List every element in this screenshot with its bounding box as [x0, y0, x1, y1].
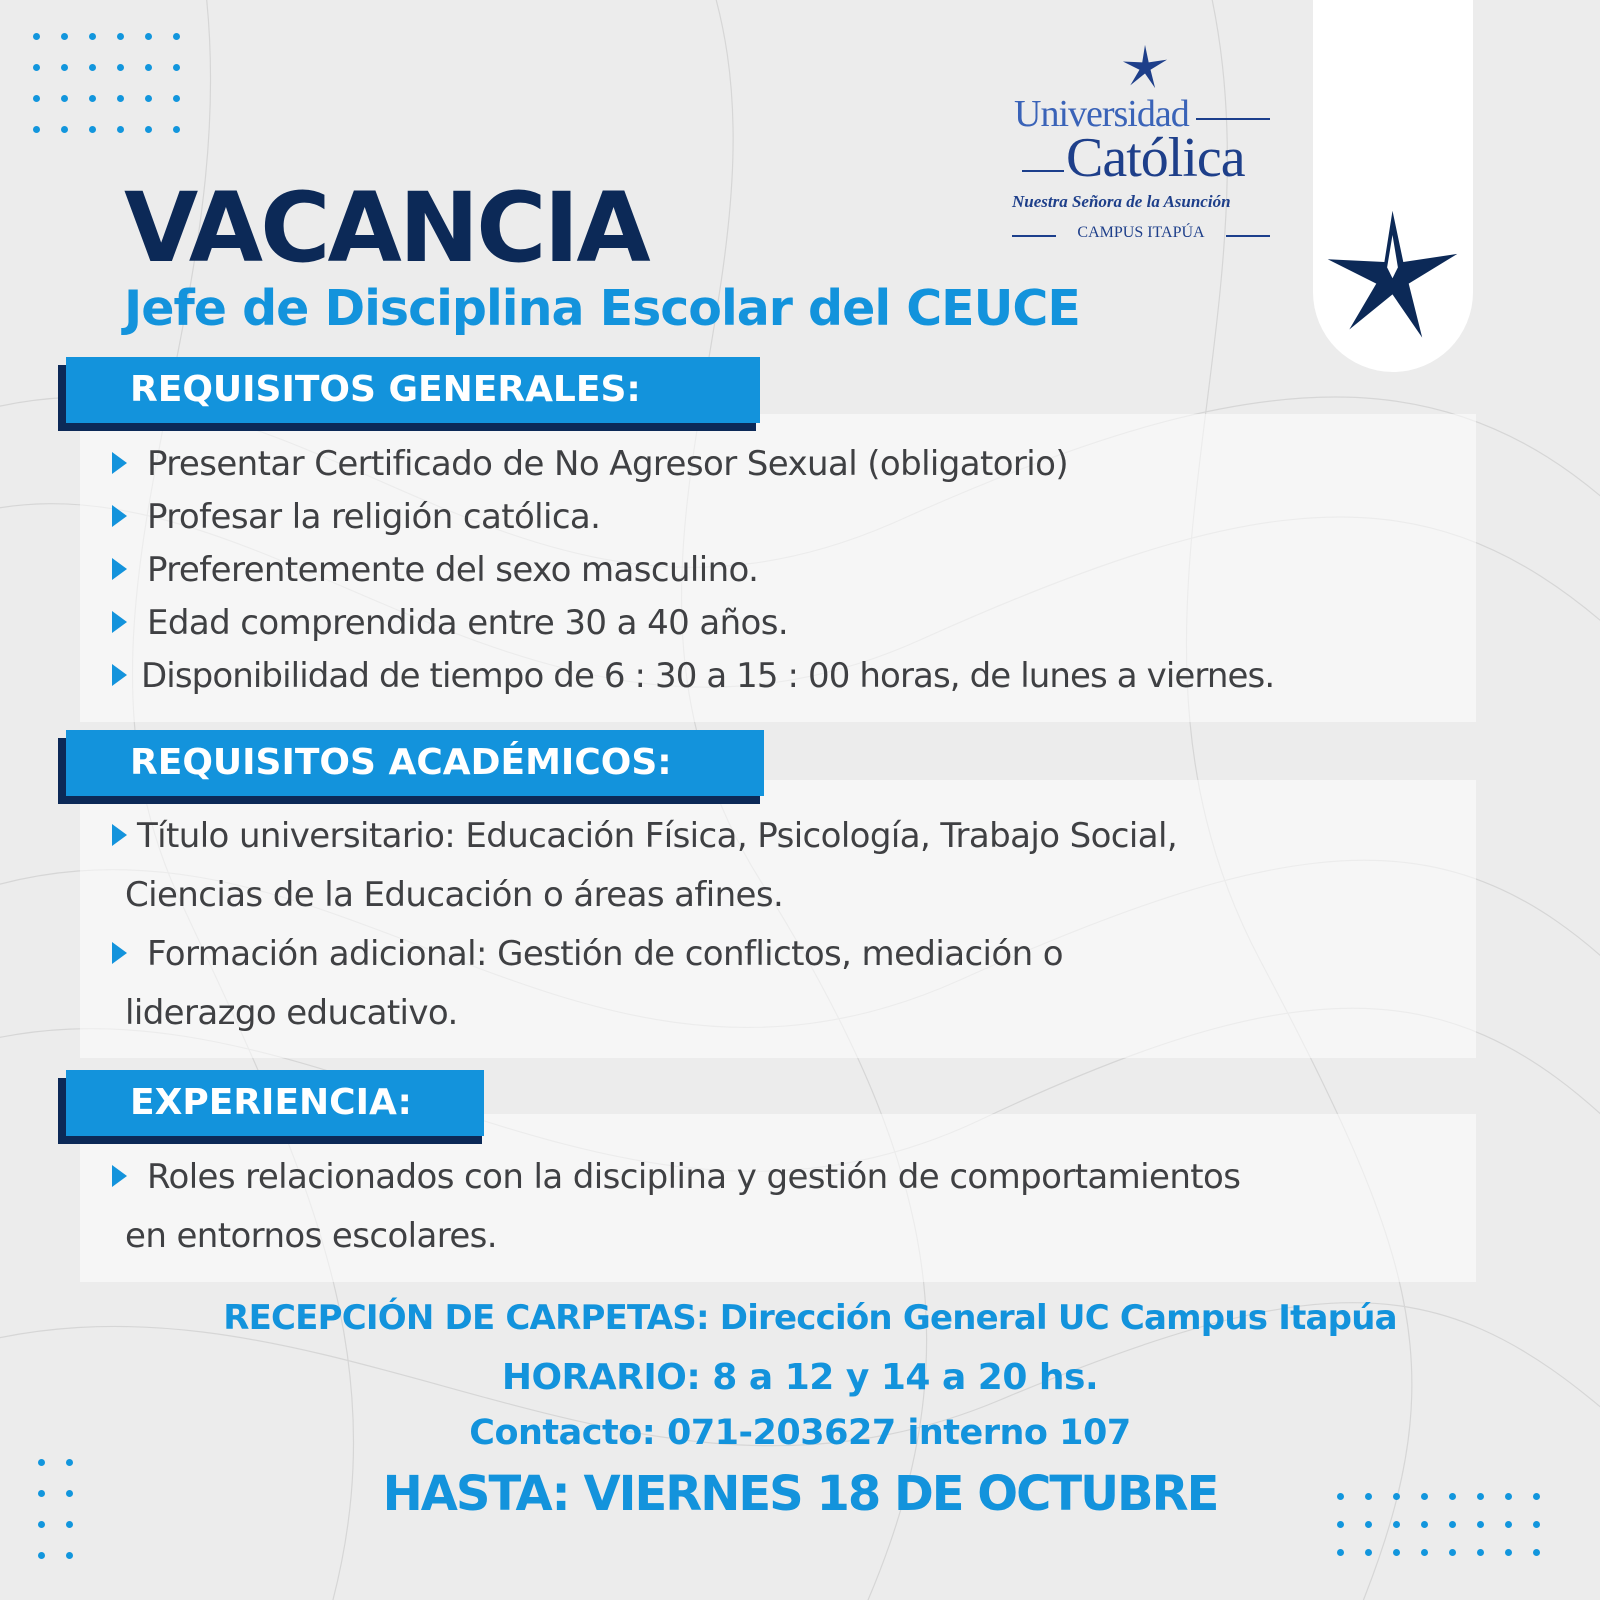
- star-icon: [1325, 208, 1460, 343]
- chevron-right-icon: [112, 942, 127, 964]
- list-item: Título universitario: Educación Física, Psicología, Trabajo Social,: [112, 816, 1177, 857]
- list-item: Roles relacionados con la disciplina y gestión de comportamientos: [112, 1157, 1240, 1198]
- logo-star-icon: [1122, 44, 1168, 90]
- page-title: VACANCIA: [124, 172, 648, 284]
- chevron-right-icon: [112, 558, 127, 580]
- section-header-label: REQUISITOS ACADÉMICOS:: [130, 742, 672, 783]
- logo-catolica-text: Católica: [1066, 127, 1245, 189]
- logo-universidad-text: Universidad: [1014, 93, 1189, 135]
- chevron-right-icon: [112, 824, 127, 846]
- logo-nuestra-senora-text: Nuestra Señora de la Asunción: [1012, 192, 1231, 211]
- section-header-generales: [66, 357, 760, 423]
- section-header-academicos: [66, 730, 764, 796]
- logo-campus-text: CAMPUS ITAPÚA: [1077, 224, 1205, 241]
- recepcion-text: RECEPCIÓN DE CARPETAS: Dirección General UC Campus Itapúa: [223, 1298, 1397, 1338]
- chevron-right-icon: [112, 505, 127, 527]
- list-item: Profesar la religión católica.: [112, 497, 600, 538]
- chevron-right-icon: [112, 611, 127, 633]
- list-item-continuation: en entornos escolares.: [125, 1216, 498, 1256]
- horario-text: HORARIO: 8 a 12 y 14 a 20 hs.: [501, 1357, 1099, 1398]
- list-item-continuation: liderazgo educativo.: [125, 993, 458, 1033]
- logo-rule: [1022, 170, 1064, 172]
- list-item: Formación adicional: Gestión de conflictos, mediación o: [112, 934, 1063, 975]
- list-item: Edad comprendida entre 30 a 40 años.: [112, 603, 788, 644]
- logo-rule: [1196, 118, 1270, 120]
- deadline-text: HASTA: VIERNES 18 DE OCTUBRE: [382, 1466, 1218, 1522]
- list-item: Disponibilidad de tiempo de 6 : 30 a 15 : 00 horas, de lunes a viernes.: [112, 656, 1274, 697]
- chevron-right-icon: [112, 664, 127, 686]
- contacto-text: Contacto: 071-203627 interno 107: [469, 1413, 1131, 1453]
- logo-rule: [1226, 235, 1270, 237]
- list-item: Presentar Certificado de No Agresor Sexual (obligatorio): [112, 444, 1068, 485]
- chevron-right-icon: [112, 452, 127, 474]
- page-subtitle: Jefe de Disciplina Escolar del CEUCE: [124, 280, 1080, 337]
- list-item: Preferentemente del sexo masculino.: [112, 550, 758, 591]
- chevron-right-icon: [112, 1165, 127, 1187]
- section-header-experiencia: [66, 1070, 484, 1136]
- decorative-dots-top-left: [33, 33, 180, 133]
- section-header-label: REQUISITOS GENERALES:: [130, 369, 641, 410]
- list-item-continuation: Ciencias de la Educación o áreas afines.: [125, 875, 784, 915]
- section-header-label: EXPERIENCIA:: [130, 1082, 412, 1123]
